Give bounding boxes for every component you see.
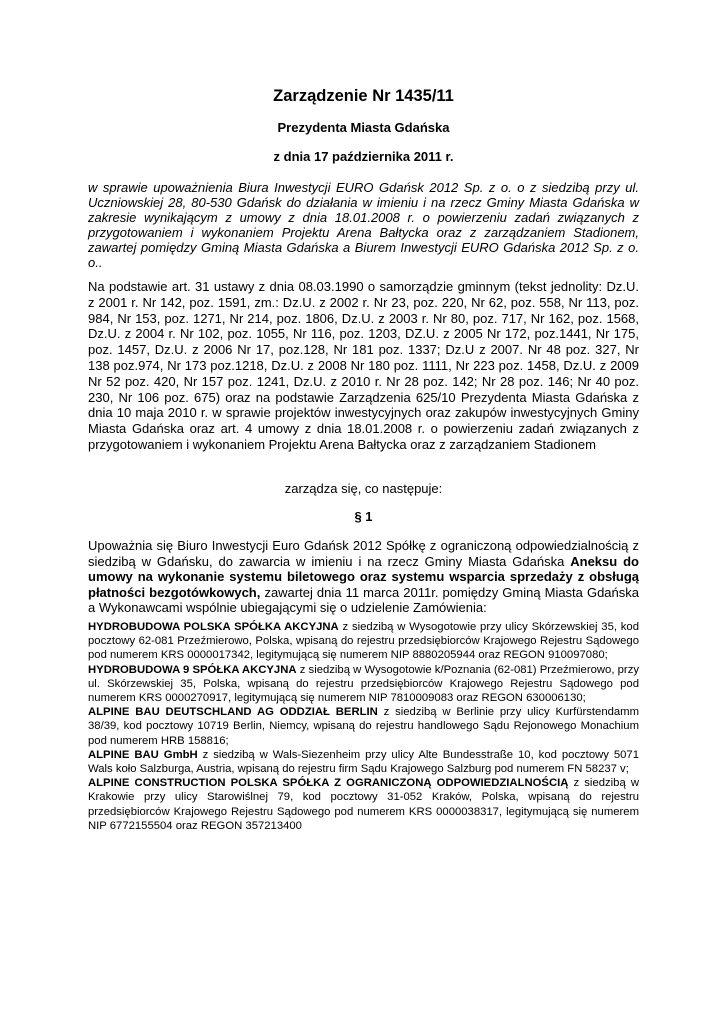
contractor-details: z siedzibą w Wysogotowie przy ulicy Skórzewskiej 35, kod pocztowy 62-081 Przeźmierowo, Polska, wpisaną do rejestru przedsiębiorców Krajowego Rejestru Sądowego pod numerem KRS 0000017342, legitymującą się numerem NIP 8880205944 oraz REGON 910097080; xyxy=(88,621,639,662)
contractor-details: z siedzibą w Wysogotowie k/Poznania (62-081) Przeźmierowo, przy ul. Skórzewskiej 35, Polska, wpisaną do rejestru przedsiębiorców Krajowego Rejestru Sądowego pod numerem KRS 0000270917, legitymującą się numerem NIP 7810009083 oraz REGON 630006130; xyxy=(88,663,639,705)
orders-line: zarządza się, co następuje: xyxy=(284,481,443,496)
legal-basis-paragraph: Na podstawie art. 31 ustawy z dnia 08.03.1990 o samorządzie gminnym (tekst jednolity: Dz.U. z 2001 r. Nr 142, poz. 1591, zm.: Dz.U. z 2002 r. Nr 23, poz. 220, Nr 62, poz. 558, Nr 113, poz. 984, Nr 153, poz. 1271, Nr 214, poz. 1806, Dz.U. z 2003 r. Nr 80, poz. 717, Nr 162, poz. 1568, Dz.U. z 2004 r. Nr 102, poz. 1055, Nr 116, poz. 1203, DZ.U. z 2005 Nr 172, poz.1441, Nr 175, poz. 1457, Dz.U. z 2006 Nr 17, poz.128, Nr 181 poz. 1337; Dz.U z 2007. Nr 48 poz. 327, Nr 138 poz.974, Nr 173 poz.1218, Dz.U. z 2008 Nr 180 poz. 1111, Nr 223 poz. 1458, Dz.U. z 2009 Nr 52 poz. 420, Nr 157 poz. 1241, Dz.U. z 2010 r. Nr 28 poz. 142; Nr 28 poz. 146; Nr 40 poz. 230, Nr 106 poz. 675) oraz na podstawie Zarządzenia 625/10 Prezydenta Miasta Gdańska z dnia 10 maja 2010 r. w sprawie projektów inwestycyjnych oraz zakupów inwestycyjnych Gminy Miasta Gdańska oraz art. 4 umowy z dnia 18.01.2008 r. o powierzeniu zadań związanych z przygotowaniem i wykonaniem Projektu Arena Bałtycka oraz z zarządzaniem Stadionem xyxy=(88,279,639,452)
contractor-entry xyxy=(88,705,639,748)
section-heading: § 1 xyxy=(354,509,373,524)
contractor-details: z siedzibą w Berlinie przy ulicy Kurfürstendamm 38/39, kod pocztowy 10719 Berlin, Niemcy, wpisaną do rejestru handlowego Sądu Rejonowego Monachium pod numerem HRB 158816; xyxy=(88,706,639,747)
contractor-entry xyxy=(88,748,639,776)
contractor-name: HYDROBUDOWA POLSKA SPÓŁKA AKCYJNA xyxy=(88,621,339,633)
contractor-list xyxy=(88,620,639,833)
contractor-details: z siedzibą w Wals-Siezenheim przy ulicy Alte Bundesstraße 10, kod pocztowy 5071 Wals koło Salzburga, Austria, wpisaną do rejestru firm Sądu Krajowego Salzburg pod numerem FN 58237 v; xyxy=(88,748,639,776)
contractor-details: z siedzibą w Krakowie przy ulicy Starowiślnej 79, kod pocztowy 31-052 Kraków, Polska, wpisaną do rejestru przedsiębiorców Krajowego Rejestru Sądowego pod numerem KRS 0000038317, legitymującą się numerem NIP 6772155504 oraz REGON 357213400 xyxy=(88,777,639,832)
contractor-entry xyxy=(88,620,639,663)
annex-title: Aneksu do umowy na wykonanie systemu biletowego oraz systemu wsparcia sprzedaży z obsługą płatności bezgotówkowych, xyxy=(88,553,639,600)
section-1-paragraph xyxy=(88,538,639,616)
contractor-name: ALPINE BAU DEUTSCHLAND AG ODDZIAŁ BERLIN xyxy=(88,706,378,719)
document-subtitle: Prezydenta Miasta Gdańska xyxy=(277,120,450,135)
document-date: z dnia 17 października 2011 r. xyxy=(273,149,454,164)
subject-paragraph: w sprawie upoważnienia Biura Inwestycji EURO Gdańsk 2012 Sp. z o. o z siedzibą przy ul. Uczniowskiej 28, 80-530 Gdańsk do działania w imieniu i na rzecz Gminy Miasta Gdańska w zakresie wynikającym z umowy z dnia 18.01.2008 r. o powierzeniu zadań związanych z przygotowaniem i wykonaniem Projektu Arena Bałtycka oraz z zarządzaniem Stadionem, zawartej pomiędzy Gminą Miasta Gdańska a Biurem Inwestycji EURO Gdańska 2012 Sp. z o. o.. xyxy=(88,180,639,271)
section-1-text-end: zawartej dnia 11 marca 2011r. pomiędzy Gminą Miasta Gdańska a Wykonawcami wspólnie ubiegającymi się o udzielenie Zamówienia: xyxy=(88,584,639,616)
contractor-entry xyxy=(88,776,639,833)
section-1-text-start: Upoważnia się Biuro Inwestycji Euro Gdańsk 2012 Spółkę z ograniczoną odpowiedzialnością z siedzibą w Gdańsku, do zawarcia w imieniu i na rzecz Gminy Miasta Gdańska xyxy=(88,538,639,569)
document-title: Zarządzenie Nr 1435/11 xyxy=(273,87,454,105)
contractor-name: ALPINE CONSTRUCTION POLSKA SPÓŁKA Z OGRANICZONĄ ODPOWIEDZIALNOŚCIĄ xyxy=(88,777,569,790)
contractor-name: HYDROBUDOWA 9 SPÓŁKA AKCYJNA xyxy=(88,663,297,676)
contractor-entry xyxy=(88,663,639,706)
contractor-name: ALPINE BAU GmbH xyxy=(88,748,198,761)
